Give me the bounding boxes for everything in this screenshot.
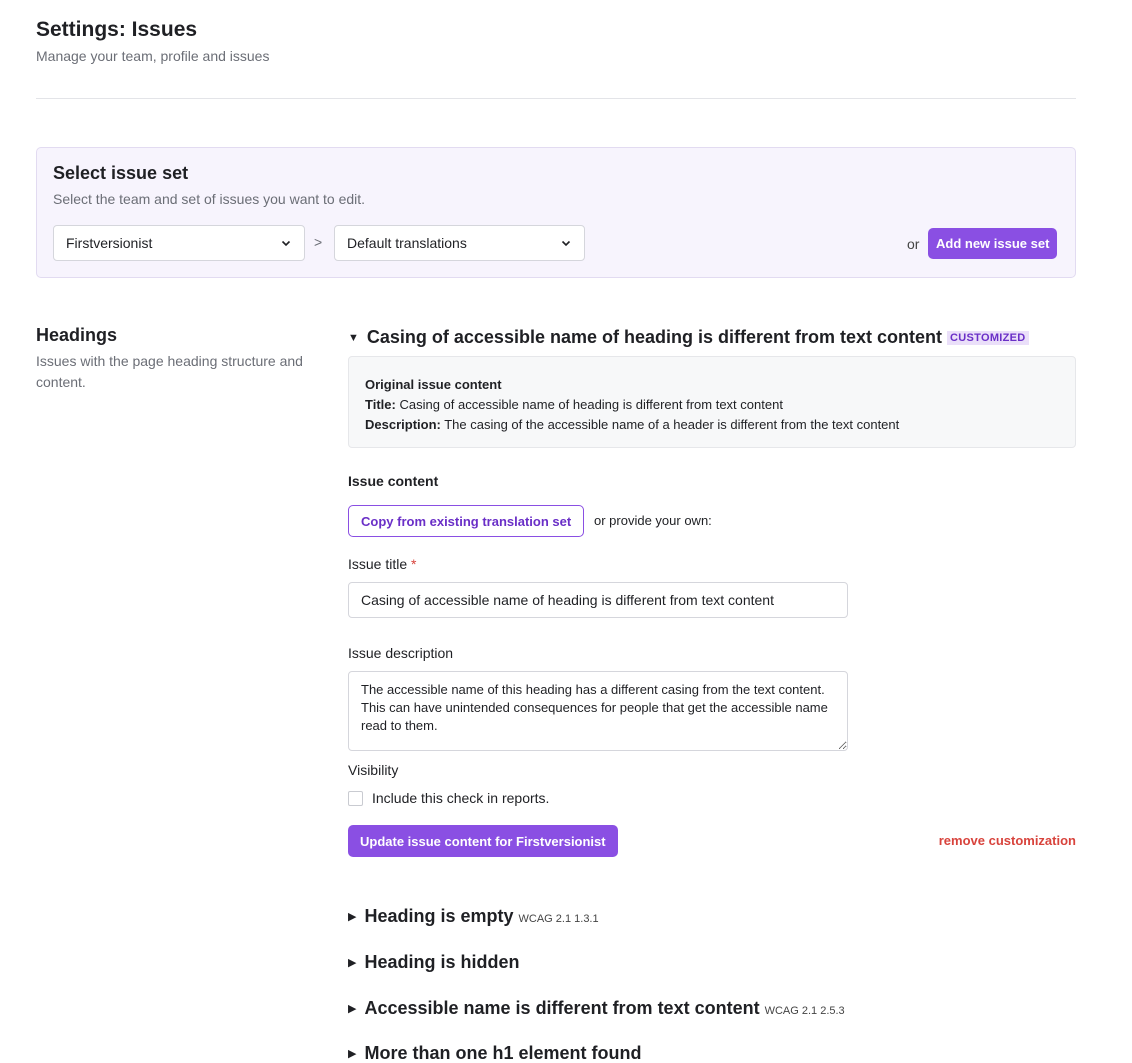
required-mark: * [411, 556, 417, 572]
issue-toggle[interactable] [348, 906, 599, 927]
issue-title: More than one h1 element found [364, 1043, 642, 1063]
header-divider [36, 98, 1076, 99]
issue-description-label: Issue description [348, 645, 454, 661]
issue-title-label [348, 556, 416, 572]
original-issue-content [348, 356, 1076, 448]
chevron-down-icon [280, 237, 292, 249]
issue-toggle-expanded[interactable] [348, 327, 1029, 348]
original-title-label: Title: [365, 397, 396, 412]
original-heading: Original issue content [365, 377, 502, 392]
original-description-value: The casing of the accessible name of a header is different from the text content [444, 417, 900, 432]
wcag-reference: WCAG 2.1 1.3.1 [518, 913, 599, 925]
include-in-reports-label[interactable]: Include this check in reports. [372, 790, 550, 806]
issue-toggle[interactable] [348, 1043, 646, 1063]
copy-translation-button[interactable]: Copy from existing translation set [348, 505, 584, 537]
issue-description-textarea[interactable] [348, 671, 848, 751]
issue-set-title: Select issue set [53, 163, 189, 183]
issue-toggle[interactable] [348, 952, 524, 973]
original-title-value: Casing of accessible name of heading is different from text content [399, 397, 783, 412]
include-in-reports-checkbox[interactable] [348, 791, 363, 806]
or-label: or [907, 236, 920, 252]
issue-title: Accessible name is different from text content [364, 998, 760, 1018]
collapsed-triangle-icon: ▶ [348, 1003, 357, 1015]
collapsed-triangle-icon: ▶ [348, 911, 357, 923]
issue-title-input[interactable] [348, 582, 848, 618]
original-description-label: Description: [365, 417, 441, 432]
update-issue-button[interactable]: Update issue content for Firstversionist [348, 825, 618, 857]
issue-set-panel [36, 147, 1076, 278]
wcag-reference: WCAG 2.1 2.5.3 [764, 1005, 845, 1017]
issue-set-select-value: Default translations [347, 235, 467, 251]
issue-content-label: Issue content [348, 473, 439, 489]
chevron-down-icon [560, 237, 572, 249]
breadcrumb-separator-icon: > [314, 234, 323, 250]
issue-title-label-text: Issue title [348, 556, 408, 572]
page-title: Settings: Issues [36, 18, 198, 41]
issue-set-select[interactable] [334, 225, 585, 261]
collapsed-triangle-icon: ▶ [348, 957, 357, 969]
page-subtitle: Manage your team, profile and issues [36, 48, 270, 64]
issue-title: Heading is empty [364, 906, 514, 926]
issue-set-description: Select the team and set of issues you want to edit. [53, 191, 366, 207]
remove-customization-link[interactable]: remove customization [938, 833, 1076, 848]
section-description: Issues with the page heading structure and content. [36, 353, 303, 390]
collapsed-triangle-icon: ▶ [348, 1048, 357, 1060]
team-select[interactable] [53, 225, 305, 261]
visibility-label: Visibility [348, 762, 399, 778]
issue-toggle[interactable] [348, 998, 845, 1019]
provide-own-text: or provide your own: [594, 513, 712, 528]
original-title-row [365, 395, 1059, 415]
issue-title: Heading is hidden [364, 952, 520, 972]
expanded-triangle-icon: ▼ [348, 332, 359, 344]
customized-badge: CUSTOMIZED [947, 331, 1029, 345]
add-issue-set-button[interactable]: Add new issue set [928, 228, 1057, 259]
issue-title: Casing of accessible name of heading is different from text content [366, 327, 943, 347]
original-description-row [365, 415, 1059, 435]
team-select-value: Firstversionist [66, 235, 153, 251]
section-title: Headings [36, 325, 118, 345]
